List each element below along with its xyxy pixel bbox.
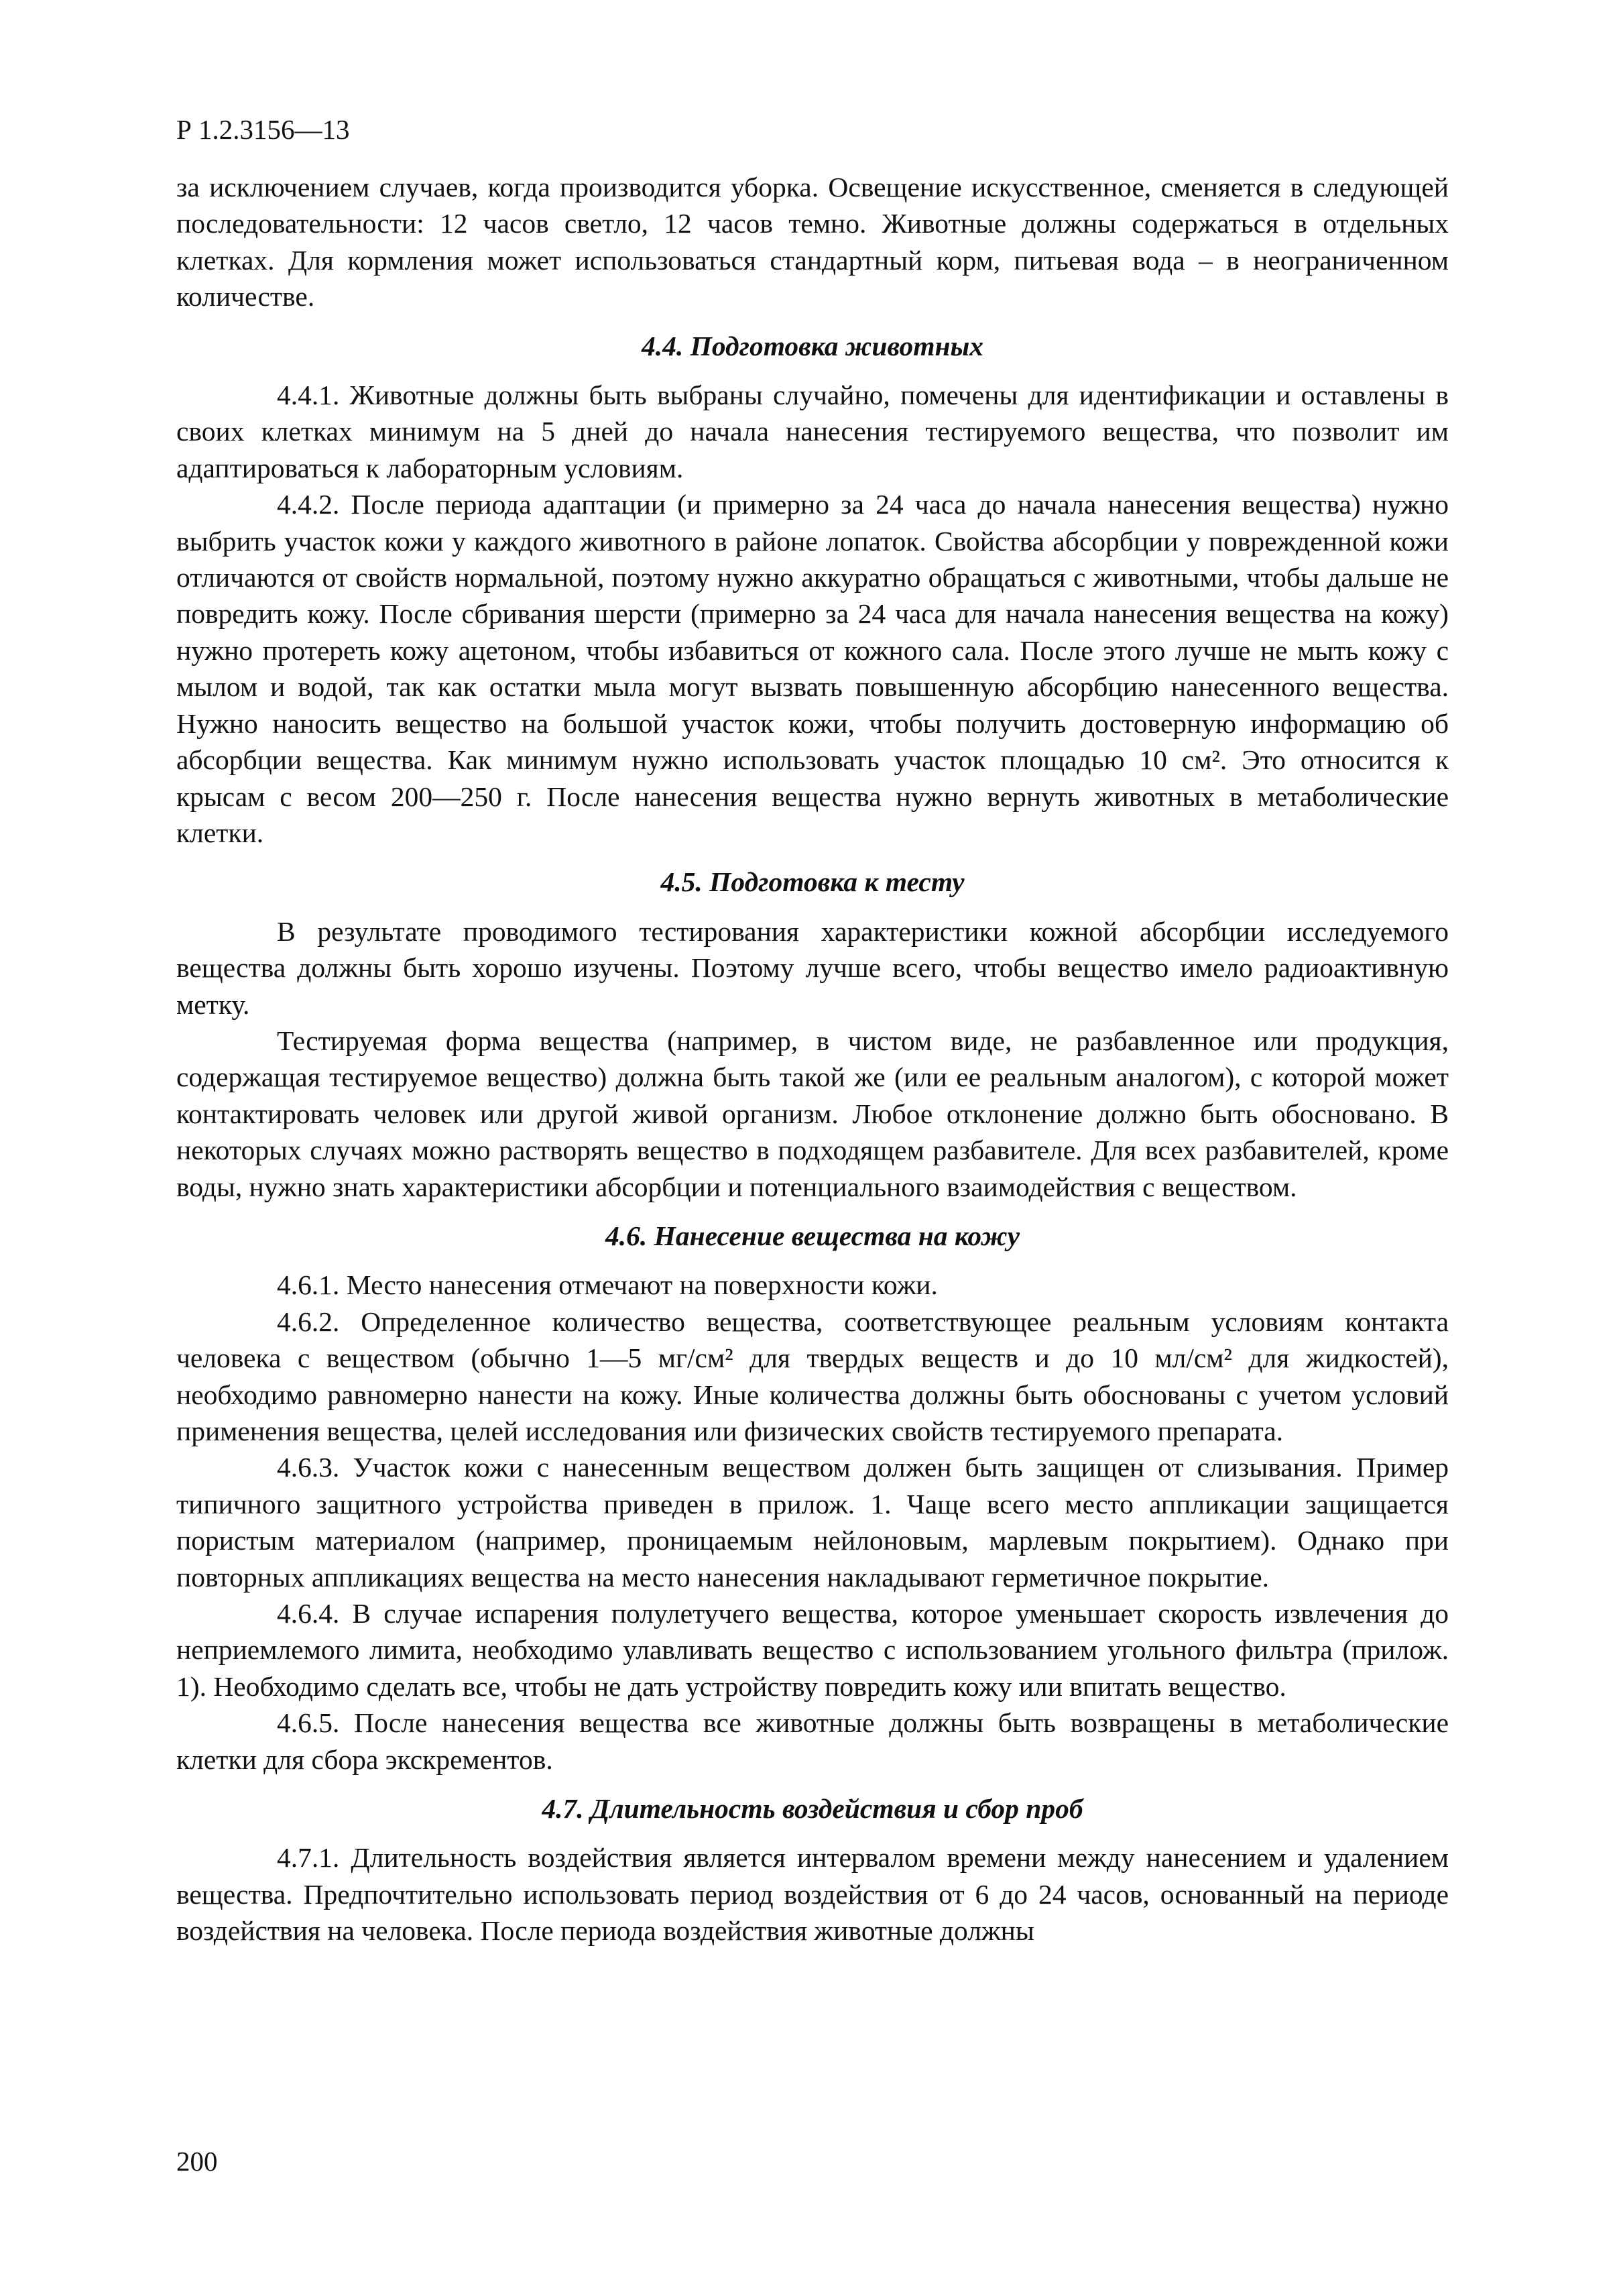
document-body [176,169,1449,1949]
paragraph-4-6-4: 4.6.4. В случае испарения полулетучего вещества, которое уменьшает скорость извлечения до неприемлемого лимита, необходимо улавливать вещество с использованием угольного фильтра (прилож. 1). Необходимо сделать все, чтобы не дать устройству повредить кожу или впитать вещество. [176,1598,1449,1702]
paragraph-4-5-a: В результате проводимого тестирования характеристики кожной абсорбции исследуемого вещества должны быть хорошо изучены. Поэтому лучше всего, чтобы вещество имело радиоактивную метку. [176,915,1449,1020]
paragraph-4-4-1: 4.4.1. Животные должны быть выбраны случайно, помечены для идентификации и оставлены в своих клетках минимум на 5 дней до начала нанесения тестируемого вещества, что позволит им адаптироваться к лабораторным условиям. [176,380,1449,483]
section-heading-4-4: 4.4. Подготовка животных [641,330,984,361]
paragraph-4-6-5: 4.6.5. После нанесения вещества все животные должны быть возвращены в метаболические клетки для сбора экскрементов. [176,1707,1449,1775]
paragraph-4-6-1: 4.6.1. Место нанесения отмечают на поверхности кожи. [277,1269,938,1301]
paragraph-continuation: за исключением случаев, когда производится уборка. Освещение искусственное, сменяется в следующей последовательности: 12 часов светло, 12 часов темно. Животные должны содержаться в отдельных клетках. Для кормления может использоваться стандартный корм, питьевая вода – в неограниченном количестве. [176,172,1449,312]
section-heading-4-5: 4.5. Подготовка к тесту [660,866,965,898]
paragraph-4-5-b: Тестируемая форма вещества (например, в чистом виде, не разбавленное или продукция, содержащая тестируемое вещество) должна быть такой же (или ее реальным аналогом), с которой может контактировать человек или другой живой организм. Любое отклонение должно быть обосновано. В некоторых случаях можно растворять вещество в подходящем разбавителе. Для всех разбавителей, кроме воды, нужно знать характеристики абсорбции и потенциального взаимодействия с веществом. [176,1025,1449,1202]
paragraph-4-6-2: 4.6.2. Определенное количество вещества, соответствующее реальным условиям контакта человека с веществом (обычно 1—5 мг/см² для твердых веществ и до 10 мл/см² для жидкостей), необходимо равномерно нанести на кожу. Иные количества должны быть обоснованы с учетом условий применения вещества, целей исследования или физических свойств тестируемого препарата. [176,1306,1449,1446]
paragraph-4-4-2: 4.4.2. После периода адаптации (и примерно за 24 часа до начала нанесения вещества) нужно выбрить участок кожи у каждого животного в районе лопаток. Свойства абсорбции у поврежденной кожи отличаются от свойств нормальной, поэтому нужно аккуратно обращаться с животными, чтобы дальше не повредить кожу. После сбривания шерсти (примерно за 24 часа для начала нанесения вещества на кожу) нужно протереть кожу ацетоном, чтобы избавиться от кожного сала. После этого лучше не мыть кожу с мылом и водой, так как остатки мыла могут вызвать повышенную абсорбцию нанесенного вещества. Нужно наносить вещество на большой участок кожи, чтобы получить достоверную информацию об абсорбции вещества. Как минимум нужно использовать участок площадью 10 см². Это относится к крысам с весом 200—250 г. После нанесения вещества нужно вернуть животных в метаболические клетки. [176,489,1449,848]
page-number: 200 [176,2146,218,2177]
document-code-header: Р 1.2.3156—13 [176,114,350,145]
paragraph-4-6-3: 4.6.3. Участок кожи с нанесенным веществом должен быть защищен от слизывания. Пример типичного защитного устройства приведен в прилож. 1. Чаще всего место аппликации защищается пористым материалом (например, проницаемым нейлоновым, марлевым покрытием). Однако при повторных аппликациях вещества на место нанесения накладывают герметичное покрытие. [176,1452,1449,1593]
paragraph-4-7-1: 4.7.1. Длительность воздействия является интервалом времени между нанесением и удалением вещества. Предпочтительно использовать период воздействия от 6 до 24 часов, основанный на периоде воздействия на человека. После периода воздействия животные должны [176,1842,1449,1947]
section-heading-4-6: 4.6. Нанесение вещества на кожу [605,1220,1020,1251]
section-heading-4-7: 4.7. Длительность воздействия и сбор проб [542,1793,1083,1825]
